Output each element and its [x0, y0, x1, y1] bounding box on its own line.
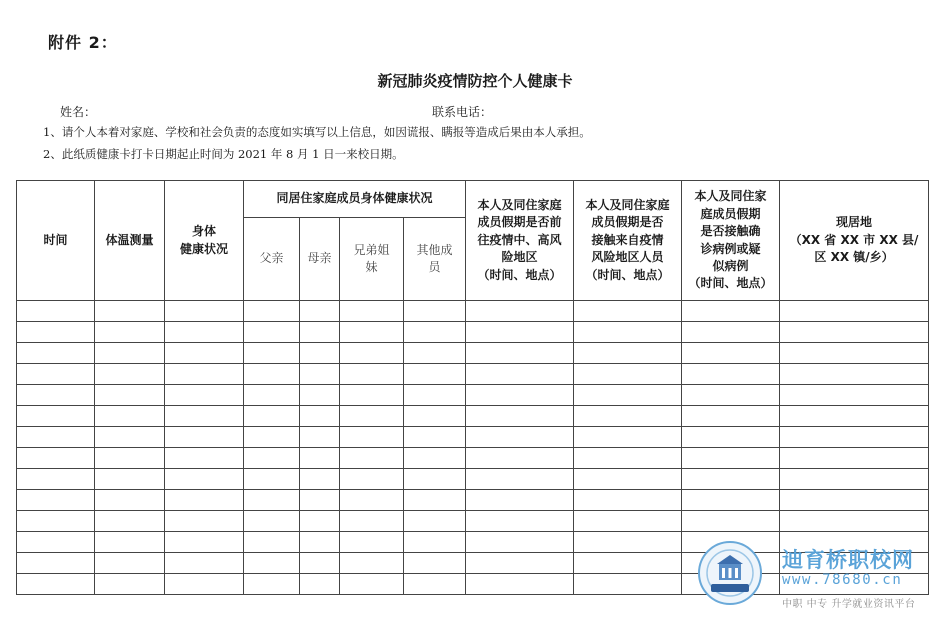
- table-cell[interactable]: [404, 301, 466, 322]
- table-row: [17, 448, 929, 469]
- table-cell[interactable]: [95, 427, 165, 448]
- table-cell[interactable]: [340, 301, 404, 322]
- table-cell[interactable]: [780, 448, 929, 469]
- table-cell[interactable]: [466, 511, 574, 532]
- header-father: 父亲: [244, 218, 300, 301]
- table-cell[interactable]: [780, 511, 929, 532]
- table-cell[interactable]: [17, 322, 95, 343]
- table-cell[interactable]: [17, 343, 95, 364]
- table-cell[interactable]: [574, 385, 682, 406]
- table-cell[interactable]: [244, 532, 300, 553]
- table-cell[interactable]: [244, 385, 300, 406]
- table-cell[interactable]: [340, 511, 404, 532]
- header-contact-case: 本人及同住家 庭成员假期 是否接触确 诊病例或疑 似病例 （时间、地点）: [682, 181, 780, 301]
- table-cell[interactable]: [404, 322, 466, 343]
- table-cell[interactable]: [780, 490, 929, 511]
- table-row: [17, 406, 929, 427]
- table-cell[interactable]: [404, 532, 466, 553]
- table-cell[interactable]: [574, 490, 682, 511]
- table-cell[interactable]: [165, 448, 244, 469]
- table-cell[interactable]: [300, 553, 340, 574]
- table-cell[interactable]: [340, 406, 404, 427]
- table-cell[interactable]: [17, 406, 95, 427]
- table-row: [17, 322, 929, 343]
- table-cell[interactable]: [17, 490, 95, 511]
- table-cell[interactable]: [340, 364, 404, 385]
- table-cell[interactable]: [165, 364, 244, 385]
- table-cell[interactable]: [300, 574, 340, 595]
- note-1: 1、请个人本着对家庭、学校和社会负责的态度如实填写以上信息，如因谎报、瞒报等造成后果由本人承担。: [43, 125, 591, 139]
- table-cell[interactable]: [340, 532, 404, 553]
- header-travel-risk-area: 本人及同住家庭 成员假期是否前 往疫情中、高风 险地区 （时间、地点）: [466, 181, 574, 301]
- table-cell[interactable]: [682, 490, 780, 511]
- header-temperature: 体温测量: [95, 181, 165, 301]
- table-cell[interactable]: [574, 301, 682, 322]
- table-cell[interactable]: [404, 406, 466, 427]
- table-cell[interactable]: [574, 532, 682, 553]
- table-cell[interactable]: [165, 469, 244, 490]
- header-health-status: 身体 健康状况: [165, 181, 244, 301]
- table-cell[interactable]: [95, 406, 165, 427]
- header-mother: 母亲: [300, 218, 340, 301]
- table-cell[interactable]: [404, 553, 466, 574]
- table-cell[interactable]: [165, 301, 244, 322]
- table-cell[interactable]: [300, 490, 340, 511]
- table-cell[interactable]: [466, 427, 574, 448]
- table-cell[interactable]: [300, 427, 340, 448]
- table-cell[interactable]: [682, 385, 780, 406]
- table-cell[interactable]: [780, 385, 929, 406]
- header-family-health-group: 同居住家庭成员身体健康状况: [244, 181, 466, 218]
- table-cell[interactable]: [404, 364, 466, 385]
- table-cell[interactable]: [404, 511, 466, 532]
- table-cell[interactable]: [95, 448, 165, 469]
- table-cell[interactable]: [300, 448, 340, 469]
- table-cell[interactable]: [244, 364, 300, 385]
- table-cell[interactable]: [780, 343, 929, 364]
- table-cell[interactable]: [574, 364, 682, 385]
- table-cell[interactable]: [17, 532, 95, 553]
- table-cell[interactable]: [244, 553, 300, 574]
- table-cell[interactable]: [17, 511, 95, 532]
- table-cell[interactable]: [780, 301, 929, 322]
- table-cell[interactable]: [404, 490, 466, 511]
- table-cell[interactable]: [17, 427, 95, 448]
- table-cell[interactable]: [340, 343, 404, 364]
- watermark-title: 迪育桥职校网: [782, 548, 914, 572]
- table-cell[interactable]: [165, 385, 244, 406]
- note-2: 2、此纸质健康卡打卡日期起止时间为 2021 年 8 月 1 日一来校日期。: [43, 147, 404, 161]
- table-cell[interactable]: [300, 469, 340, 490]
- table-cell[interactable]: [300, 322, 340, 343]
- table-cell[interactable]: [780, 406, 929, 427]
- table-cell[interactable]: [300, 301, 340, 322]
- table-cell[interactable]: [165, 532, 244, 553]
- table-cell[interactable]: [244, 322, 300, 343]
- table-cell[interactable]: [466, 406, 574, 427]
- table-cell[interactable]: [340, 574, 404, 595]
- table-row: [17, 301, 929, 322]
- table-cell[interactable]: [340, 385, 404, 406]
- table-cell[interactable]: [466, 490, 574, 511]
- table-cell[interactable]: [682, 406, 780, 427]
- header-siblings: 兄弟姐 妹: [340, 218, 404, 301]
- table-row: [17, 511, 929, 532]
- table-cell[interactable]: [780, 364, 929, 385]
- header-time: 时间: [17, 181, 95, 301]
- table-cell[interactable]: [574, 469, 682, 490]
- table-cell[interactable]: [95, 511, 165, 532]
- table-cell[interactable]: [300, 343, 340, 364]
- table-row: [17, 490, 929, 511]
- table-cell[interactable]: [574, 553, 682, 574]
- table-cell[interactable]: [682, 343, 780, 364]
- table-cell[interactable]: [340, 490, 404, 511]
- table-cell[interactable]: [165, 511, 244, 532]
- table-cell[interactable]: [682, 301, 780, 322]
- table-cell[interactable]: [244, 574, 300, 595]
- table-cell[interactable]: [682, 364, 780, 385]
- table-cell[interactable]: [780, 469, 929, 490]
- table-row: [17, 427, 929, 448]
- school-logo-icon: [697, 540, 763, 606]
- table-cell[interactable]: [165, 427, 244, 448]
- table-cell[interactable]: [95, 574, 165, 595]
- table-cell[interactable]: [95, 301, 165, 322]
- table-cell[interactable]: [340, 553, 404, 574]
- table-cell[interactable]: [244, 406, 300, 427]
- table-cell[interactable]: [95, 553, 165, 574]
- table-cell[interactable]: [95, 364, 165, 385]
- table-cell[interactable]: [682, 322, 780, 343]
- table-cell[interactable]: [682, 448, 780, 469]
- table-cell[interactable]: [404, 574, 466, 595]
- table-cell[interactable]: [300, 364, 340, 385]
- table-cell[interactable]: [682, 427, 780, 448]
- table-cell[interactable]: [780, 427, 929, 448]
- watermark-subtitle: 中职 中专 升学就业资讯平台: [782, 599, 916, 610]
- table-cell[interactable]: [574, 574, 682, 595]
- table-cell[interactable]: [95, 385, 165, 406]
- table-cell[interactable]: [300, 532, 340, 553]
- table-cell[interactable]: [340, 469, 404, 490]
- table-cell[interactable]: [574, 406, 682, 427]
- table-cell[interactable]: [466, 574, 574, 595]
- table-cell[interactable]: [95, 469, 165, 490]
- table-cell[interactable]: [466, 469, 574, 490]
- header-current-address: 现居地 （XX 省 XX 市 XX 县/ 区 XX 镇/乡）: [780, 181, 929, 301]
- table-cell[interactable]: [17, 301, 95, 322]
- table-cell[interactable]: [404, 427, 466, 448]
- table-cell[interactable]: [17, 364, 95, 385]
- table-cell[interactable]: [574, 322, 682, 343]
- table-cell[interactable]: [300, 406, 340, 427]
- watermark-url: www.78680.cn: [782, 572, 903, 588]
- table-cell[interactable]: [466, 322, 574, 343]
- table-cell[interactable]: [244, 490, 300, 511]
- table-cell[interactable]: [466, 385, 574, 406]
- table-cell[interactable]: [300, 385, 340, 406]
- table-cell[interactable]: [466, 364, 574, 385]
- table-cell[interactable]: [466, 301, 574, 322]
- table-cell[interactable]: [574, 448, 682, 469]
- table-cell[interactable]: [244, 448, 300, 469]
- table-cell[interactable]: [466, 532, 574, 553]
- table-cell[interactable]: [165, 322, 244, 343]
- table-row: [17, 469, 929, 490]
- table-cell[interactable]: [340, 427, 404, 448]
- table-cell[interactable]: [17, 385, 95, 406]
- table-cell[interactable]: [244, 301, 300, 322]
- name-label: 姓名：: [60, 105, 97, 119]
- table-cell[interactable]: [682, 469, 780, 490]
- table-cell[interactable]: [95, 532, 165, 553]
- page-title: 新冠肺炎疫情防控个人健康卡: [377, 72, 573, 90]
- table-cell[interactable]: [17, 448, 95, 469]
- table-cell[interactable]: [682, 511, 780, 532]
- table-cell[interactable]: [165, 553, 244, 574]
- table-cell[interactable]: [17, 553, 95, 574]
- table-cell[interactable]: [300, 511, 340, 532]
- header-contact-risk-person: 本人及同住家庭 成员假期是否 接触来自疫情 风险地区人员 （时间、地点）: [574, 181, 682, 301]
- table-cell[interactable]: [404, 469, 466, 490]
- phone-label: 联系电话：: [432, 105, 493, 119]
- table-cell[interactable]: [17, 469, 95, 490]
- table-cell[interactable]: [95, 343, 165, 364]
- table-row: [17, 385, 929, 406]
- table-cell[interactable]: [244, 469, 300, 490]
- table-cell[interactable]: [466, 448, 574, 469]
- table-cell[interactable]: [574, 427, 682, 448]
- header-other-members: 其他成 员: [404, 218, 466, 301]
- table-cell[interactable]: [244, 343, 300, 364]
- table-row: [17, 343, 929, 364]
- table-cell[interactable]: [17, 574, 95, 595]
- table-cell[interactable]: [404, 343, 466, 364]
- table-cell[interactable]: [574, 343, 682, 364]
- table-cell[interactable]: [95, 490, 165, 511]
- table-cell[interactable]: [340, 448, 404, 469]
- table-cell[interactable]: [466, 553, 574, 574]
- table-cell[interactable]: [574, 511, 682, 532]
- table-cell[interactable]: [165, 406, 244, 427]
- table-cell[interactable]: [780, 322, 929, 343]
- table-cell[interactable]: [340, 322, 404, 343]
- table-cell[interactable]: [165, 343, 244, 364]
- table-cell[interactable]: [244, 511, 300, 532]
- health-card-table: [16, 180, 929, 595]
- table-cell[interactable]: [404, 385, 466, 406]
- attachment-label: 附件 2：: [48, 33, 118, 52]
- table-cell[interactable]: [466, 343, 574, 364]
- table-cell[interactable]: [165, 490, 244, 511]
- table-cell[interactable]: [404, 448, 466, 469]
- table-cell[interactable]: [95, 322, 165, 343]
- table-cell[interactable]: [244, 427, 300, 448]
- table-row: [17, 364, 929, 385]
- table-cell[interactable]: [165, 574, 244, 595]
